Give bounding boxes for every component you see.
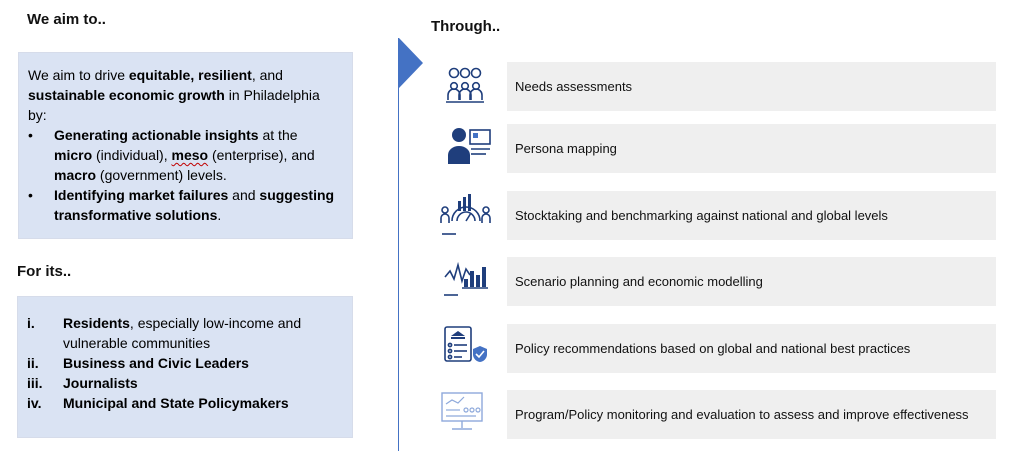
- method-row: [440, 390, 996, 439]
- method-label: Persona mapping: [507, 124, 996, 173]
- monitoring-dashboard-icon: [440, 390, 492, 439]
- method-row: [440, 124, 996, 173]
- economic-chart-icon: [440, 257, 492, 306]
- audience-item: i. Residents, especially low-income and vulnerable communities: [27, 315, 302, 351]
- method-row: [440, 324, 996, 373]
- arrow-pointer-icon: [399, 38, 423, 88]
- aim-heading: We aim to..: [27, 11, 106, 28]
- policy-document-icon: [440, 324, 492, 373]
- method-label: Needs assessments: [507, 62, 996, 111]
- method-label: Policy recommendations based on global and national best practices: [507, 324, 996, 373]
- method-label: Scenario planning and economic modelling: [507, 257, 996, 306]
- audience-item: ii. Business and Civic Leaders: [27, 355, 249, 371]
- method-row: [440, 257, 996, 306]
- persona-profile-icon: [440, 124, 492, 173]
- audience-item: iii. Journalists: [27, 375, 138, 391]
- for-heading: For its..: [17, 263, 72, 280]
- aim-bullet: • Identifying market failures and suggesting transformative solutions.: [28, 187, 335, 223]
- audience-item: iv. Municipal and State Policymakers: [27, 395, 289, 411]
- method-row: [440, 191, 996, 240]
- vertical-divider: [398, 38, 399, 451]
- aim-intro: We aim to drive equitable, resilient, and sustainable economic growth in Philadelphia by:: [28, 67, 320, 123]
- aim-bullet: • Generating actionable insights at the micro (individual), meso (enterprise), and macro (government) levels.: [28, 127, 315, 183]
- group-discussion-icon: [440, 62, 492, 111]
- method-label: Stocktaking and benchmarking against national and global levels: [507, 191, 996, 240]
- benchmark-gauge-icon: [440, 191, 492, 240]
- through-heading: Through..: [431, 18, 501, 35]
- method-row: [440, 62, 996, 111]
- for-box: [17, 296, 353, 438]
- aim-box: [18, 52, 353, 239]
- method-label: Program/Policy monitoring and evaluation to assess and improve effectiveness: [507, 390, 996, 439]
